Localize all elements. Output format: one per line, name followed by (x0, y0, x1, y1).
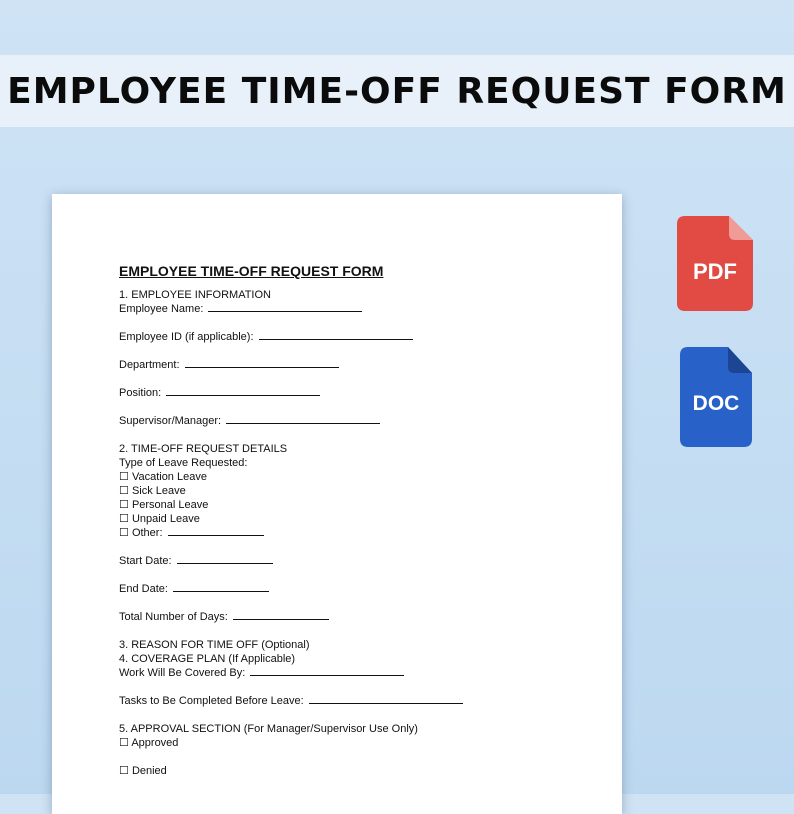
supervisor-field[interactable] (119, 414, 599, 428)
other-blank[interactable] (168, 526, 264, 536)
header-banner (0, 55, 794, 127)
checkbox-approved[interactable] (119, 736, 599, 750)
checkbox-unpaid-leave[interactable] (119, 512, 599, 526)
checkbox-icon[interactable]: ☐ (119, 527, 129, 539)
checkbox-icon[interactable]: ☐ (119, 513, 129, 525)
option-label: Unpaid Leave (131, 513, 200, 525)
option-label: Other: (131, 527, 163, 539)
doc-label: DOC (692, 392, 740, 415)
start-date-field[interactable] (119, 554, 599, 568)
checkbox-icon[interactable]: ☐ (119, 737, 129, 749)
checkbox-personal-leave[interactable] (119, 498, 599, 512)
checkbox-icon[interactable]: ☐ (119, 765, 129, 777)
pdf-label: PDF (693, 259, 737, 284)
option-label: Sick Leave (131, 485, 186, 497)
employee-id-label: Employee ID (if applicable): (119, 331, 254, 343)
start-date-blank[interactable] (177, 554, 273, 564)
start-date-label: Start Date: (119, 555, 172, 567)
position-field[interactable] (119, 386, 599, 400)
tasks-label: Tasks to Be Completed Before Leave: (119, 695, 304, 707)
tasks-field[interactable] (119, 694, 599, 708)
checkbox-vacation-leave[interactable] (119, 470, 599, 484)
total-days-blank[interactable] (233, 610, 329, 620)
section-1-heading: 1. EMPLOYEE INFORMATION (119, 289, 271, 301)
leave-type-label: Type of Leave Requested: (119, 457, 248, 469)
section-5-heading: 5. APPROVAL SECTION (For Manager/Supervisor Use Only) (119, 723, 418, 735)
end-date-field[interactable] (119, 582, 599, 596)
denied-label: Denied (131, 765, 167, 777)
covered-by-blank[interactable] (250, 666, 404, 676)
checkbox-icon[interactable]: ☐ (119, 499, 129, 511)
employee-id-blank[interactable] (259, 330, 413, 340)
option-label: Vacation Leave (131, 471, 207, 483)
position-blank[interactable] (166, 386, 320, 396)
supervisor-label: Supervisor/Manager: (119, 415, 222, 427)
checkbox-denied[interactable] (119, 764, 599, 778)
tasks-blank[interactable] (309, 694, 463, 704)
section-4-heading: 4. COVERAGE PLAN (If Applicable) (119, 653, 296, 665)
form-title: EMPLOYEE TIME-OFF REQUEST FORM (119, 263, 384, 279)
total-days-field[interactable] (119, 610, 599, 624)
banner-title: EMPLOYEE TIME-OFF REQUEST FORM (7, 70, 787, 112)
approved-label: Approved (131, 737, 179, 749)
covered-by-label: Work Will Be Covered By: (119, 667, 246, 679)
end-date-label: End Date: (119, 583, 168, 595)
employee-id-field[interactable] (119, 330, 599, 344)
supervisor-blank[interactable] (226, 414, 380, 424)
section-3-heading: 3. REASON FOR TIME OFF (Optional) (119, 639, 310, 651)
department-field[interactable] (119, 358, 599, 372)
total-days-label: Total Number of Days: (119, 611, 228, 623)
form-document-page (52, 194, 622, 814)
department-blank[interactable] (185, 358, 339, 368)
checkbox-icon[interactable]: ☐ (119, 471, 129, 483)
checkbox-icon[interactable]: ☐ (119, 485, 129, 497)
option-label: Personal Leave (131, 499, 209, 511)
covered-by-field[interactable] (119, 666, 599, 680)
employee-name-blank[interactable] (208, 302, 362, 312)
section-2-heading: 2. TIME-OFF REQUEST DETAILS (119, 443, 288, 455)
form-content (119, 264, 599, 778)
position-label: Position: (119, 387, 162, 399)
end-date-blank[interactable] (173, 582, 269, 592)
doc-file-icon (680, 347, 752, 447)
pdf-file-icon (677, 216, 753, 311)
employee-name-label: Employee Name: (119, 303, 204, 315)
employee-name-field[interactable] (119, 302, 599, 316)
checkbox-other[interactable] (119, 526, 599, 540)
checkbox-sick-leave[interactable] (119, 484, 599, 498)
department-label: Department: (119, 359, 180, 371)
